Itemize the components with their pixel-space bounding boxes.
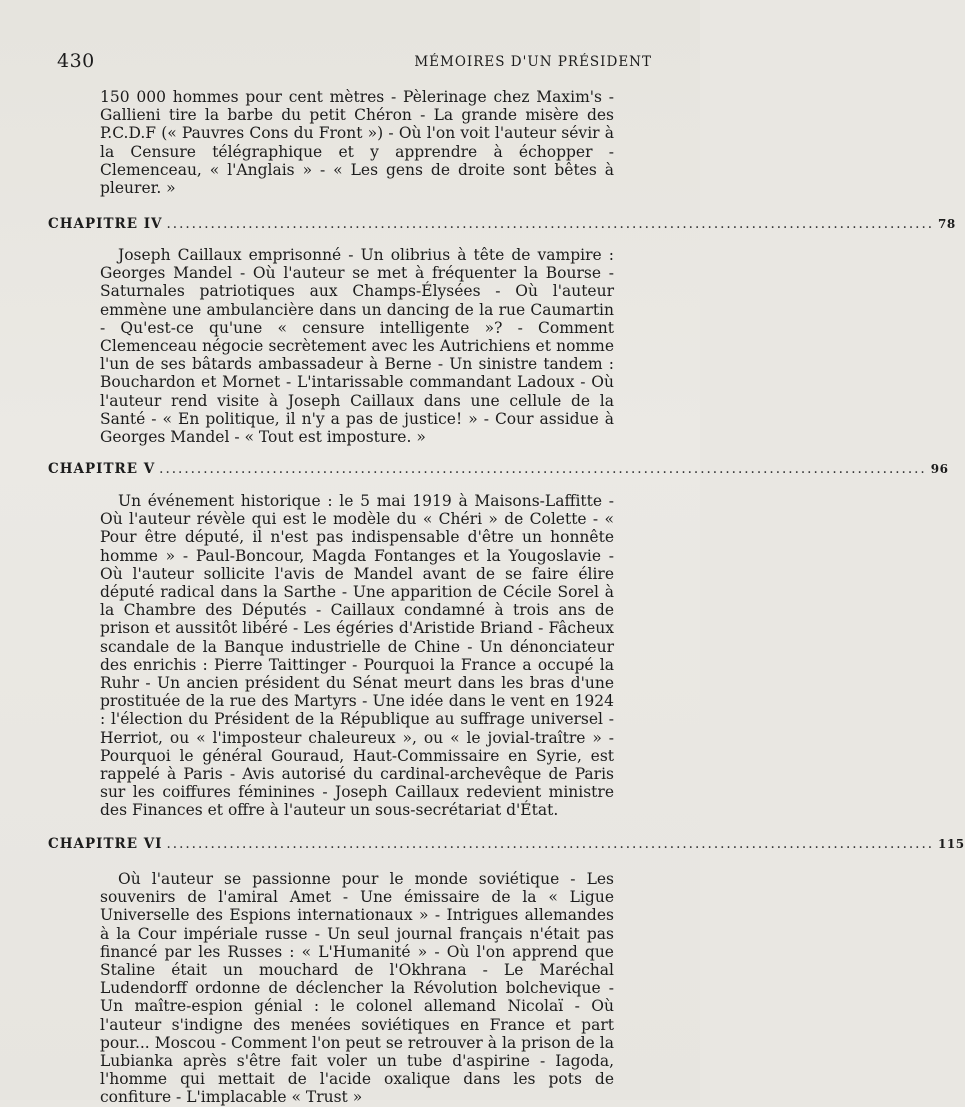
- chapter-heading-vi: [48, 836, 965, 852]
- chapter-iv-summary: [100, 246, 614, 446]
- chapter-iii-summary: [100, 88, 614, 197]
- chapter-title: CHAPITRE VI: [48, 836, 163, 852]
- chapter-v-summary: [100, 492, 614, 820]
- leader-dots: ..........................................................................................................................: [159, 461, 927, 477]
- chapter-page-number: 115: [938, 837, 965, 851]
- leader-dots: ..........................................................................................................................: [166, 216, 935, 232]
- leader-dots: ..........................................................................................................................: [166, 836, 935, 852]
- summary-text: 150 000 hommes pour cent mètres - Pèlerinage chez Maxim's - Gallieni tire la barbe du petit Chéron - La grande misère des P.C.D.F (« Pauvres Cons du Front ») - Où l'on voit l'auteur sévir à la Censure télégraphique et y apprendre à échopper - Clemenceau, « l'Anglais » - « Les gens de droite sont bêtes à pleurer. »: [100, 88, 614, 198]
- chapter-heading-v: [48, 461, 949, 477]
- summary-text: Où l'auteur se passionne pour le monde soviétique - Les souvenirs de l'amiral Amet - Une émissaire de la « Ligue Universelle des Espions internationaux » - Intrigues allemandes à la Cour impériale russe - Un seul journal français n'était pas financé par les Russes : « L'Humanité » - Où l'on apprend que Staline était un mouchard de l'Okhrana - Le Maréchal Ludendorff ordonne de déclencher la Révolution bolchevique - Un maître-espion génial : le colonel allemand Nicolaï - Où l'auteur s'indigne des menées soviétiques en France et part pour... Moscou - Comment l'on peut se retrouver à la prison de la Lubianka après s'être fait voler un tube d'aspirine - Iagoda, l'homme qui mettait de l'acide oxalique dans les pots de confiture - L'implacable « Trust »: [100, 870, 614, 1107]
- chapter-page-number: 78: [938, 217, 956, 231]
- page-number: 430: [57, 50, 95, 72]
- chapter-page-number: 96: [930, 462, 949, 476]
- summary-text: Joseph Caillaux emprisonné - Un olibrius à tête de vampire : Georges Mandel - Où l'auteur se met à fréquenter la Bourse - Saturnales patriotiques aux Champs-Élysées - Où l'auteur emmène une ambulancière dans un dancing de la rue Caumartin - Qu'est-ce qu'une « censure intelligente »? - Comment Clemenceau négocie secrètement avec les Autrichiens et nomme l'un de ses bâtards ambassadeur à Berne - Un sinistre tandem : Bouchardon et Mornet - L'intarissable commandant Ladoux - Où l'auteur rend visite à Joseph Caillaux dans une cellule de la Santé - « En politique, il n'y a pas de justice! » - Cour assidue à Georges Mandel - « Tout est imposture. »: [100, 246, 614, 447]
- chapter-heading-iv: [48, 216, 956, 232]
- running-head: MÉMOIRES D'UN PRÉSIDENT: [414, 54, 652, 70]
- summary-text: Un événement historique : le 5 mai 1919 à Maisons-Laffitte - Où l'auteur révèle qui est le modèle du « Chéri » de Colette - « Pour être député, il n'est pas indispensable d'être un honnête homme » - Paul-Boncour, Magda Fontanges et la Yougoslavie - Où l'auteur sollicite l'avis de Mandel avant de se faire élire député radical dans la Sarthe - Une apparition de Cécile Sorel à la Chambre des Députés - Caillaux condamné à trois ans de prison et aussitôt libéré - Les égéries d'Aristide Briand - Fâcheux scandale de la Banque industrielle de Chine - Un dénonciateur des enrichis : Pierre Taittinger - Pourquoi la France a occupé la Ruhr - Un ancien président du Sénat meurt dans les bras d'une prostituée de la rue des Martyrs - Une idée dans le vent en 1924 : l'élection du Président de la République au suffrage universel - Herriot, ou « l'imposteur chaleureux », ou « le jovial-traître » - Pourquoi le général Gouraud, Haut-Commissaire en Syrie, est rappelé à Paris - Avis autorisé du cardinal-archevêque de Paris sur les coiffures féminines - Joseph Caillaux redevient ministre des Finances et offre à l'auteur un sous-secrétariat d'État.: [100, 492, 614, 820]
- chapter-title: CHAPITRE IV: [48, 216, 163, 232]
- chapter-title: CHAPITRE V: [48, 461, 156, 477]
- chapter-vi-summary: [100, 870, 614, 1107]
